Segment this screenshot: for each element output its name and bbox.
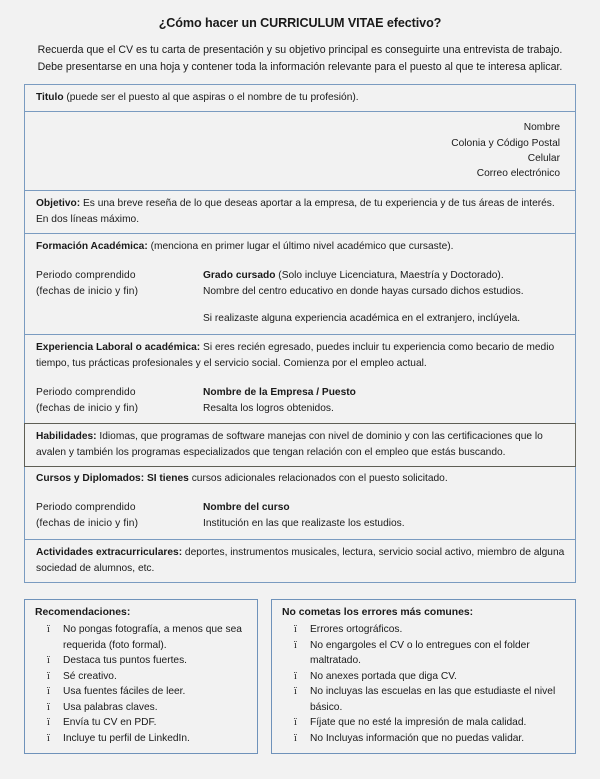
list-item	[282, 715, 567, 731]
bullet-icon: ï	[47, 624, 50, 636]
experiencia-period-left	[36, 385, 203, 417]
list-item	[282, 731, 567, 747]
formacion-grado-line	[203, 268, 566, 284]
habilidades-text: Idiomas, que programas de software manejas con nivel de dominio y con las certificaciones que lo avalen y también los programas especializados que tengan relación con el empleo que estás buscando.	[36, 431, 543, 459]
cursos-institucion: Institución en las que realizaste los estudios.	[203, 518, 405, 530]
section-formacion-academica	[25, 234, 575, 335]
formacion-grado-label: Grado cursado	[203, 270, 276, 282]
experiencia-empresa-label: Nombre de la Empresa / Puesto	[203, 386, 356, 398]
formacion-grado-text: (Solo incluye Licenciatura, Maestría y Doctorado).	[275, 270, 504, 282]
formacion-period-left	[36, 268, 203, 327]
actividades-label: Actividades extracurriculares:	[36, 547, 183, 558]
cursos-curso-line	[203, 500, 566, 516]
list-item-label: Usa fuentes fáciles de leer.	[63, 686, 186, 698]
experiencia-text: Si eres recién egresado, puedes incluir tu experiencia como becario de medio tiempo, tus prácticas profesionales y el servicio social. Comienza por el empleo actual.	[36, 341, 555, 369]
list-item-label: Fíjate que no esté la impresión de mala calidad.	[310, 717, 527, 729]
list-item-label: No incluyas las escuelas en las que estudiaste el nivel básico.	[310, 686, 556, 713]
section-cursos-diplomados	[25, 466, 575, 540]
list-item	[35, 700, 249, 716]
list-item	[35, 715, 249, 731]
formacion-centro: Nombre del centro educativo en donde hayas cursado dichos estudios.	[203, 286, 524, 298]
bullet-icon: ï	[294, 686, 297, 698]
bullet-icon: ï	[47, 717, 50, 729]
cursos-period-line1: Periodo comprendido	[36, 502, 136, 514]
bullet-icon: ï	[294, 624, 297, 636]
actividades-text: deportes, instrumentos musicales, lectura, servicio social activo, miembro de alguna sociedad de alumnos, etc.	[36, 547, 565, 574]
objetivo-line	[36, 196, 566, 228]
list-item-label: Envía tu CV en PDF.	[63, 717, 157, 729]
intro-paragraph: Recuerda que el CV es tu carta de presentación y su objetivo principal es conseguirte una entrevista de trabajo. Debe presentarse en una hoja y contener toda la información relevante para el puesto al que te interesa aplicar.	[37, 44, 563, 74]
formacion-period-line2: (fechas de inicio y fin)	[36, 286, 139, 298]
experiencia-period-grid	[36, 385, 566, 417]
recommendations-box	[24, 599, 258, 755]
contact-block	[36, 117, 566, 185]
formacion-period-right	[203, 268, 566, 327]
list-item	[282, 638, 567, 669]
list-item-label: No engargoles el CV o lo entregues con el folder maltratado.	[310, 639, 530, 667]
list-item	[282, 684, 567, 715]
list-item-label: No pongas fotografía, a menos que sea requerida (foto formal).	[63, 624, 242, 651]
titulo-text: (puede ser el puesto al que aspiras o el nombre de tu profesión).	[63, 92, 359, 104]
recommendations-heading: Recomendaciones:	[35, 606, 131, 618]
experiencia-period-line1: Periodo comprendido	[36, 386, 136, 398]
formacion-label: Formación Académica:	[36, 241, 148, 253]
cursos-period-left	[36, 500, 203, 532]
experiencia-empresa-line	[203, 385, 566, 401]
objetivo-label: Objetivo:	[36, 198, 81, 210]
list-item	[35, 653, 249, 669]
list-item	[282, 622, 567, 638]
list-item	[35, 622, 249, 653]
formacion-period-line1: Periodo comprendido	[36, 270, 136, 282]
common-errors-list	[282, 622, 567, 746]
cursos-curso-label: Nombre del curso	[203, 502, 290, 514]
common-errors-box	[271, 599, 576, 755]
section-actividades-extracurriculares	[25, 540, 575, 582]
list-item-label: Errores ortográficos.	[310, 624, 403, 636]
actividades-line	[36, 545, 566, 577]
section-titulo	[25, 85, 575, 112]
formacion-period-grid	[36, 268, 566, 327]
experiencia-line	[36, 340, 566, 372]
cursos-period-right	[203, 500, 566, 532]
formacion-line	[36, 239, 566, 255]
bullet-icon: ï	[47, 655, 50, 667]
cursos-line	[36, 471, 566, 487]
habilidades-line	[36, 429, 566, 461]
section-contact	[25, 112, 575, 191]
recommendations-list	[35, 622, 249, 746]
bullet-icon: ï	[294, 670, 297, 682]
formacion-text: (menciona en primer lugar el último nivel académico que cursaste).	[147, 241, 454, 253]
bullet-icon: ï	[294, 717, 297, 729]
bullet-icon: ï	[47, 670, 50, 682]
contact-colonia: Colonia y Código Postal	[451, 137, 560, 149]
cursos-period-line2: (fechas de inicio y fin)	[36, 518, 139, 530]
experiencia-label: Experiencia Laboral o académica:	[36, 341, 201, 353]
list-item-label: No Incluyas información que no puedas validar.	[310, 732, 525, 744]
list-item-label: Destaca tus puntos fuertes.	[63, 655, 188, 667]
common-errors-heading: No cometas los errores más comunes:	[282, 606, 474, 618]
list-item-label: No anexes portada que diga CV.	[310, 670, 457, 682]
bullet-icon: ï	[47, 732, 50, 744]
list-item	[35, 731, 249, 747]
experiencia-period-right	[203, 385, 566, 417]
contact-nombre: Nombre	[523, 122, 560, 134]
list-item	[35, 669, 249, 685]
cursos-label: Cursos y Diplomados: SI tienes	[36, 473, 189, 485]
cursos-period-grid	[36, 500, 566, 532]
objetivo-text: Es una breve reseña de lo que deseas aportar a la empresa, de tu experiencia y de tus áreas de interés. En dos líneas máximo.	[36, 198, 555, 226]
experiencia-period-line2: (fechas de inicio y fin)	[36, 402, 139, 414]
list-item-label: Incluye tu perfil de LinkedIn.	[63, 732, 190, 744]
bullet-icon: ï	[294, 732, 297, 744]
contact-celular: Celular	[527, 152, 560, 164]
bullet-icon: ï	[47, 686, 50, 698]
section-objetivo	[25, 191, 575, 234]
bullet-icon: ï	[47, 701, 50, 713]
list-item-label: Sé creativo.	[63, 670, 117, 682]
page-title: ¿Cómo hacer un CURRICULUM VITAE efectivo?	[158, 16, 442, 30]
formacion-extranjero: Si realizaste alguna experiencia académica en el extranjero, inclúyela.	[203, 312, 521, 324]
section-habilidades	[24, 423, 576, 467]
cv-template-table	[24, 84, 576, 583]
contact-correo: Correo electrónico	[476, 168, 560, 180]
list-item	[282, 669, 567, 685]
habilidades-label: Habilidades:	[36, 431, 97, 443]
titulo-line	[36, 90, 566, 106]
cursos-text: cursos adicionales relacionados con el puesto solicitado.	[188, 473, 448, 485]
bullet-icon: ï	[294, 639, 297, 651]
tips-row	[24, 599, 576, 755]
section-experiencia-laboral	[25, 335, 575, 425]
list-item-label: Usa palabras claves.	[63, 701, 158, 713]
list-item	[35, 684, 249, 700]
experiencia-logros: Resalta los logros obtenidos.	[203, 402, 334, 414]
titulo-label: Titulo	[36, 92, 64, 104]
